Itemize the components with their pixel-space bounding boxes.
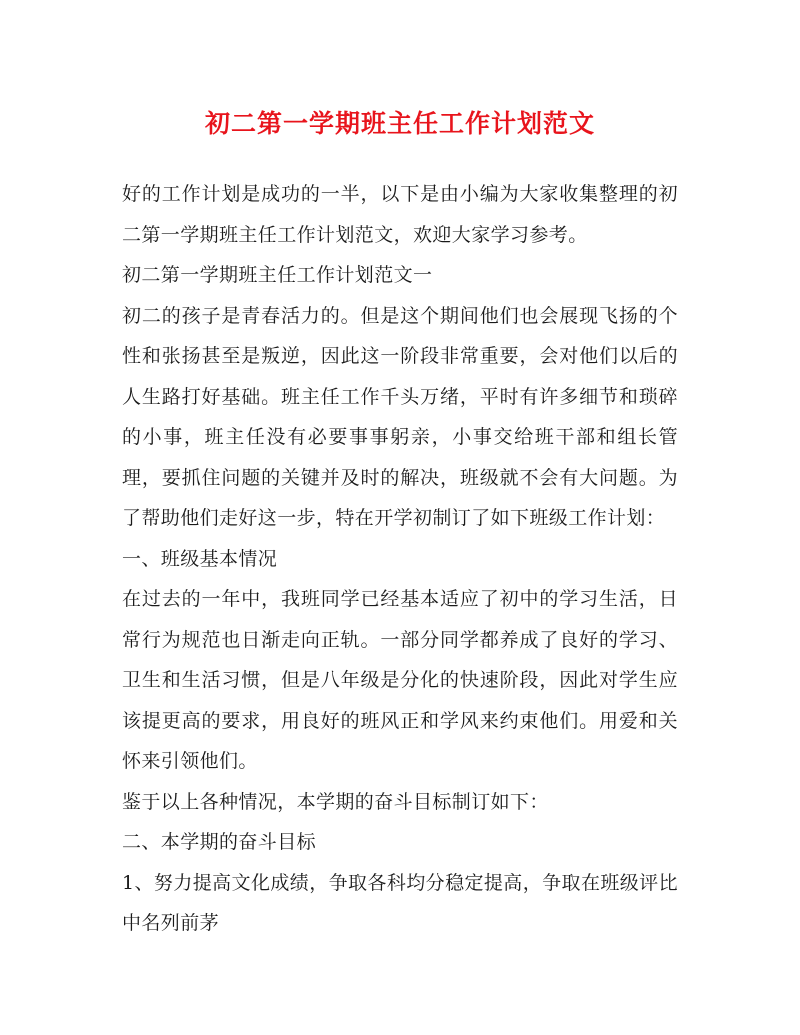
section-heading-goals: 二、本学期的奋斗目标 [122,831,317,853]
body-paragraph: 在过去的一年中，我班同学已经基本适应了初中的学习生活，日常行为规范也日渐走向正轨。一部分同学都养成了良好的学习、卫生和生活习惯，但是八年级是分化的快速阶段，因此对学生应该提更高的要求，用良好的班风正和学风来约束他们。用爱和关怀来引领他们。 [122,588,678,772]
section-heading-plan-one: 初二第一学期班主任工作计划范文一 [122,264,433,286]
section-heading-class-situation: 一、班级基本情况 [122,547,278,570]
goal-item: 1、努力提高文化成绩，争取各科均分稳定提高，争取在班级评比中名列前茅 [122,871,678,934]
document-body [122,174,678,944]
document-title: 初二第一学期班主任工作计划范文 [204,109,595,138]
intro-paragraph: 好的工作计划是成功的一半，以下是由小编为大家收集整理的初二第一学期班主任工作计划范文，欢迎大家学习参考。 [122,183,678,246]
body-paragraph: 初二的孩子是青春活力的。但是这个期间他们也会展现飞扬的个性和张扬甚至是叛逆，因此这一阶段非常重要，会对他们以后的人生路打好基础。班主任工作千头万绪，平时有许多细节和琐碎的小事，班主任没有必要事事躬亲，小事交给班干部和组长管理，要抓住问题的关键并及时的解决，班级就不会有大问题。为了帮助他们走好这一步，特在开学初制订了如下班级工作计划： [122,304,678,529]
body-paragraph: 鉴于以上各种情况，本学期的奋斗目标制订如下： [122,790,549,813]
